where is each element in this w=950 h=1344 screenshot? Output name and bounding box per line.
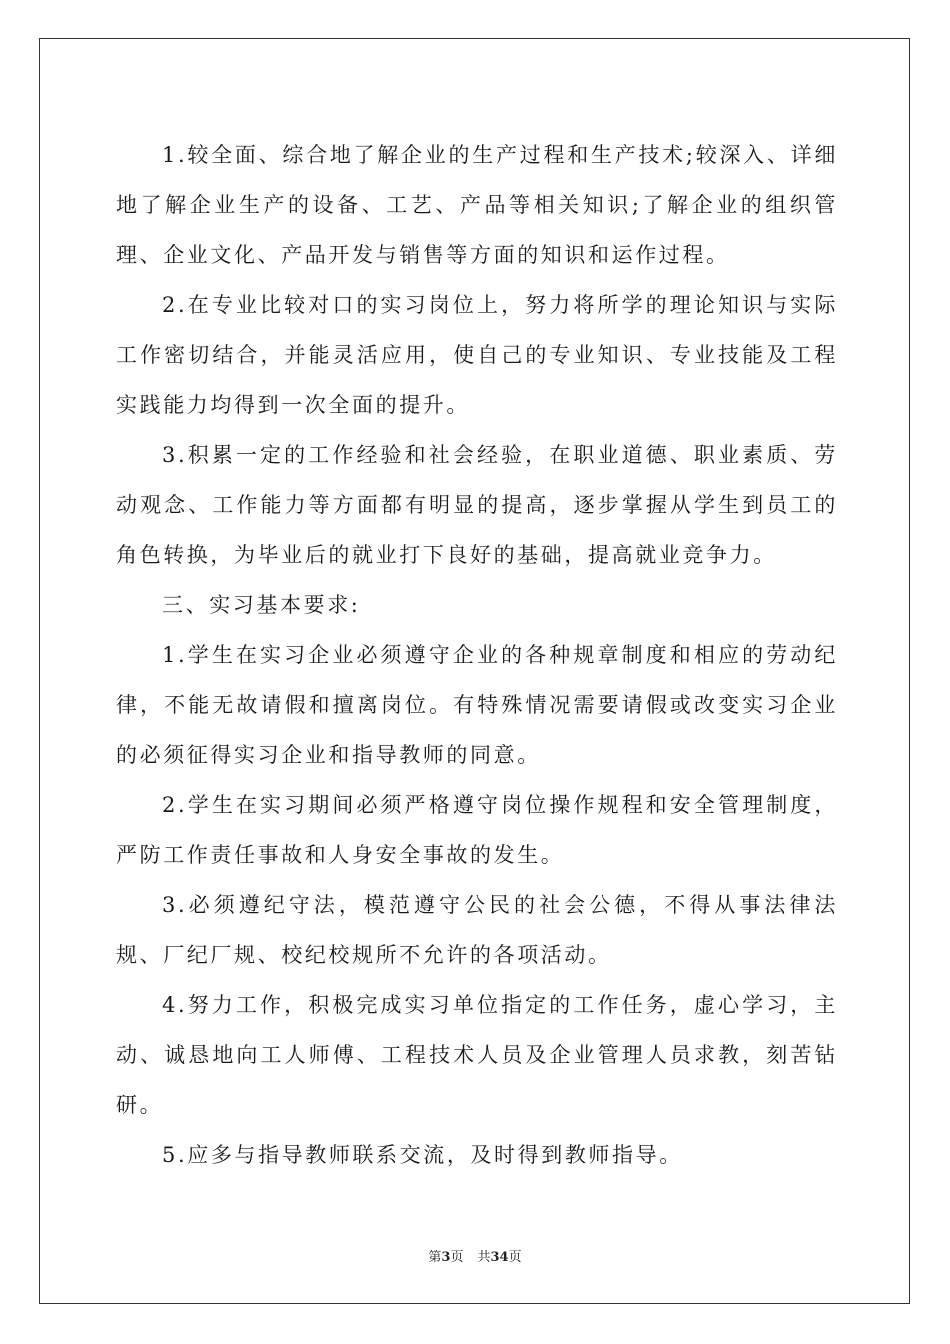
paragraph-requirement-2: 2.学生在实习期间必须严格遵守岗位操作规程和安全管理制度，严防工作责任事故和人身安全事故的发生。 (116, 793, 838, 867)
paragraph-goal-3: 3.积累一定的工作经验和社会经验，在职业道德、职业素质、劳动观念、工作能力等方面都有明显的提高，逐步掌握从学生到员工的角色转换，为毕业后的就业打下良好的基础，提高就业竞争力。 (116, 443, 838, 567)
footer-total-prefix: 共 (477, 1250, 491, 1265)
paragraph-goal-2: 2.在专业比较对口的实习岗位上，努力将所学的理论知识与实际工作密切结合，并能灵活应用，使自己的专业知识、专业技能及工程实践能力均得到一次全面的提升。 (116, 293, 838, 417)
section-heading-requirements: 三、实习基本要求: (162, 593, 361, 617)
footer-total-pages: 34 (490, 1250, 509, 1265)
paragraph-requirement-5: 5.应多与指导教师联系交流，及时得到教师指导。 (162, 1143, 683, 1167)
paragraph-requirement-4: 4.努力工作，积极完成实习单位指定的工作任务，虚心学习，主动、诚恳地向工人师傅、工程技术人员及企业管理人员求教，刻苦钻研。 (116, 993, 838, 1117)
footer-total-suffix: 页 (508, 1250, 522, 1265)
page-footer (0, 1246, 950, 1265)
footer-page-suffix: 页 (450, 1250, 464, 1265)
footer-page-number: 3 (441, 1250, 451, 1265)
paragraph-goal-1: 1.较全面、综合地了解企业的生产过程和生产技术;较深入、详细地了解企业生产的设备、工艺、产品等相关知识;了解企业的组织管理、企业文化、产品开发与销售等方面的知识和运作过程。 (116, 143, 838, 267)
paragraph-requirement-3: 3.必须遵纪守法，模范遵守公民的社会公德，不得从事法律法规、厂纪厂规、校纪校规所不允许的各项活动。 (116, 893, 838, 967)
footer-page-prefix: 第 (428, 1250, 442, 1265)
document-body (116, 130, 838, 1180)
paragraph-requirement-1: 1.学生在实习企业必须遵守企业的各种规章制度和相应的劳动纪律，不能无故请假和擅离岗位。有特殊情况需要请假或改变实习企业的必须征得实习企业和指导教师的同意。 (116, 643, 838, 767)
